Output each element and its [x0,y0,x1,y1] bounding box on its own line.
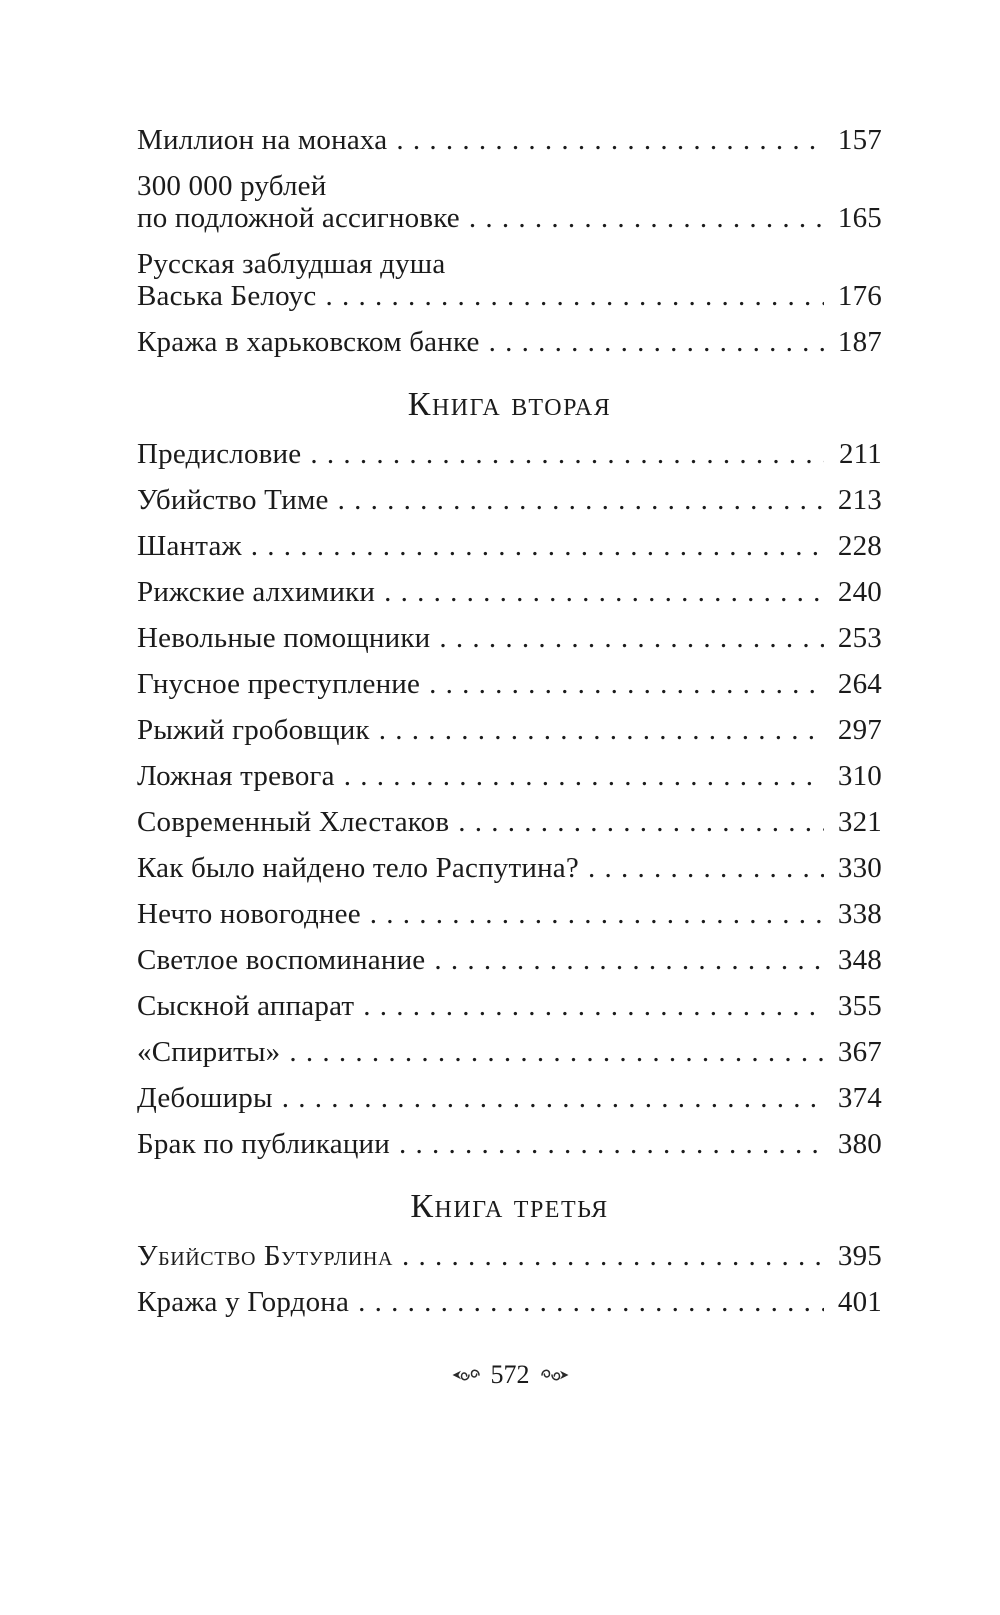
toc-section-entries [137,438,882,1160]
toc-entry-title: Васька Белоус [137,280,317,312]
toc-entry-line [137,760,882,792]
dot-leader [399,1128,824,1160]
toc-entry-title: Гнусное преступление [137,668,421,700]
toc-section [137,1188,882,1318]
toc-entry-title: Как было найдено тело Распутина? [137,852,579,884]
toc-entry [137,530,882,562]
dot-leader [282,1082,824,1114]
toc-entry-line [137,484,882,516]
toc-entry-title: Рижские алхимики [137,576,376,608]
toc-entry-page-number: 395 [837,1240,882,1272]
toc-entry [137,898,882,930]
toc-entry-line [137,1036,882,1068]
dot-leader [344,760,824,792]
toc-entry-line [137,438,882,470]
toc-entry-title: Предисловие [137,438,302,470]
toc-entry-page-number: 380 [837,1128,882,1160]
toc-entry-page-number: 374 [837,1082,882,1114]
dot-leader [325,280,824,312]
toc-entry [137,1286,882,1318]
toc-entry-title: Светлое воспоминание [137,944,426,976]
toc-entry [137,944,882,976]
toc-entry [137,852,882,884]
toc-entry-page-number: 338 [837,898,882,930]
page-footer [0,1362,1000,1388]
dot-leader [588,852,824,884]
toc-entry-page-number: 264 [837,668,882,700]
dot-leader [251,530,824,562]
toc-entry-title: Миллион на монаха [137,124,388,156]
toc-entry-page-number: 401 [837,1286,882,1318]
toc-entry-page-number: 165 [837,202,882,234]
toc-entry-line [137,1082,882,1114]
toc-entry [137,760,882,792]
toc-entry-page-number: 367 [837,1036,882,1068]
toc-entry [137,484,882,516]
toc-entry-line [137,990,882,1022]
dot-leader [469,202,824,234]
dot-leader [310,438,824,470]
toc-entry-line [137,622,882,654]
toc-entry-title: Современный Хлестаков [137,806,450,838]
toc-entry-line [137,668,882,700]
toc-entry-title: Шантаж [137,530,242,562]
toc-entry-title: Нечто новогоднее [137,898,361,930]
toc-entry [137,668,882,700]
dot-leader [434,944,824,976]
toc-entry [137,248,882,312]
toc-entry-line [137,576,882,608]
toc-entry-page-number: 310 [837,760,882,792]
toc-entry [137,714,882,746]
dot-leader [363,990,824,1022]
toc-entry-line [137,280,882,312]
floral-fleuron-ornament-icon [452,1367,482,1383]
toc-entry-line [137,852,882,884]
toc-entry-page-number: 228 [837,530,882,562]
dot-leader [338,484,824,516]
toc-entry-line [137,1240,882,1272]
toc-entry-title: Убийство Тиме [137,484,329,516]
toc-entry [137,576,882,608]
toc-entry-title: Рыжий гробовщик [137,714,370,746]
page-number: 572 [490,1360,530,1389]
floral-fleuron-ornament-mirrored-icon [539,1367,569,1383]
dot-leader [289,1036,824,1068]
toc-entry [137,124,882,156]
toc-entry-page-number: 330 [837,852,882,884]
dot-leader [458,806,824,838]
toc-entry-title: Дебоширы [137,1082,273,1114]
toc-section [137,386,882,1160]
toc-entry-line [137,1128,882,1160]
toc-entry-title: по подложной ассигновке [137,202,460,234]
toc-entry-page-number: 321 [837,806,882,838]
dot-leader [402,1240,824,1272]
dot-leader [370,898,824,930]
toc-entry-page-number: 240 [837,576,882,608]
dot-leader [489,326,824,358]
toc-entry-page-number: 253 [837,622,882,654]
toc-entry-title: Убийство Бутурлина [137,1240,393,1272]
toc-entry-line [137,806,882,838]
toc-section-heading: Книга вторая [407,386,612,423]
toc-section-entries [137,1240,882,1318]
toc-entry-line [137,170,882,202]
toc-entry [137,622,882,654]
toc-entry-title: Брак по публикации [137,1128,390,1160]
toc-entry [137,1128,882,1160]
toc-entry-line [137,202,882,234]
toc-entry-page-number: 355 [837,990,882,1022]
toc-entry-page-number: 213 [837,484,882,516]
toc-entry [137,1036,882,1068]
toc-entry-page-number: 348 [837,944,882,976]
toc-section [137,124,882,358]
toc-entry-line [137,1286,882,1318]
toc-entry-page-number: 297 [837,714,882,746]
toc-entry-title: Русская заблудшая душа [137,248,446,280]
toc-entry [137,806,882,838]
dot-leader [396,124,824,156]
toc-entry [137,990,882,1022]
toc-entry [137,326,882,358]
toc-section-entries [137,124,882,358]
toc-entry-page-number: 187 [837,326,882,358]
dot-leader [429,668,824,700]
toc-entry-line [137,326,882,358]
toc-entry-page-number: 211 [838,438,882,470]
toc-entry [137,438,882,470]
dot-leader [379,714,824,746]
dot-leader [439,622,824,654]
dot-leader [384,576,824,608]
toc-entry-line [137,944,882,976]
toc-entry-page-number: 157 [837,124,882,156]
toc-entry-line [137,898,882,930]
toc-section-heading: Книга третья [410,1188,609,1225]
toc-entry-title: Кража в харьковском банке [137,326,480,358]
toc-entry-title: «Спириты» [137,1036,281,1068]
dot-leader [358,1286,824,1318]
toc-entry-title: Сыскной аппарат [137,990,355,1022]
toc-entry [137,1082,882,1114]
toc-entry-line [137,124,882,156]
toc-entry [137,1240,882,1272]
toc-entry-line [137,714,882,746]
toc-entry-page-number: 176 [837,280,882,312]
toc-entry-title: 300 000 рублей [137,170,327,202]
toc-entry [137,170,882,234]
toc-entry-title: Невольные помощники [137,622,431,654]
toc-entry-title: Кража у Гордона [137,1286,350,1318]
toc-entry-line [137,248,882,280]
toc-entry-line [137,530,882,562]
toc-entry-title: Ложная тревога [137,760,335,792]
